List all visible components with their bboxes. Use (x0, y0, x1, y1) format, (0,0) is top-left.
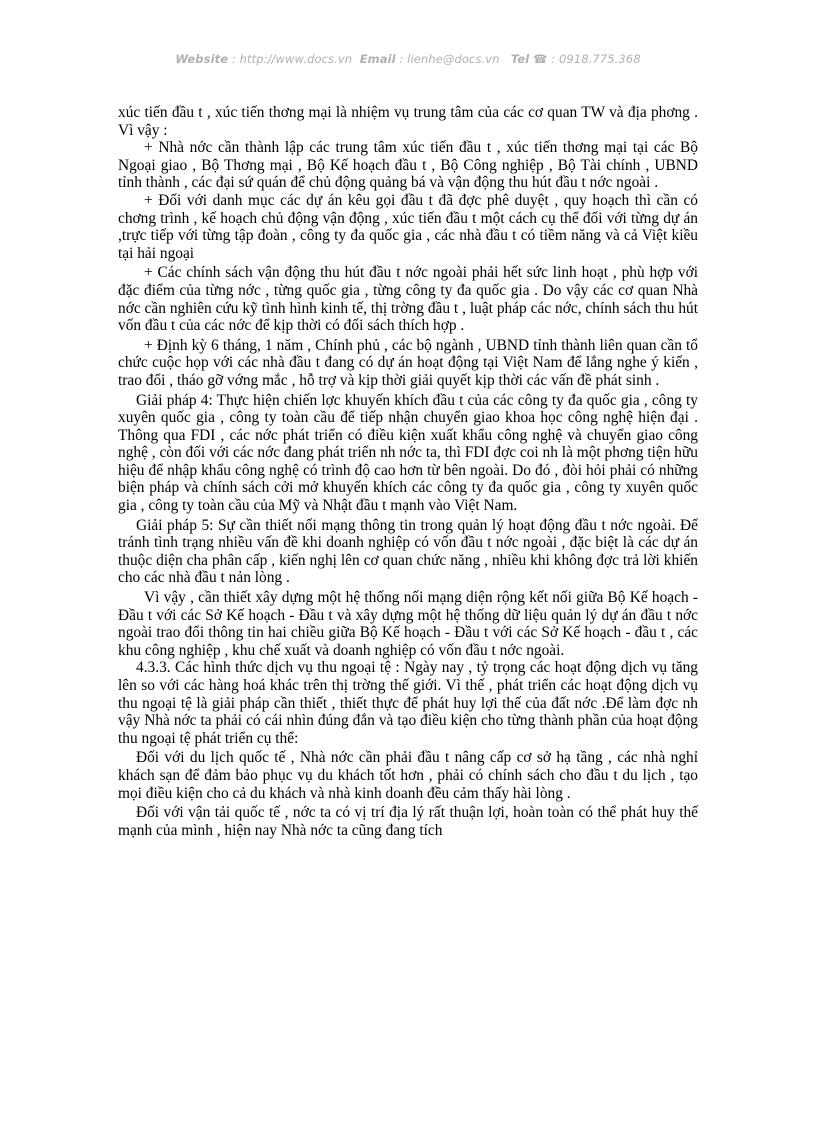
paragraph-solution-4: Giải pháp 4: Thực hiện chiến lợc khuyến khích đầu t của các công ty đa quốc gia , công ty xuyên quốc gia , công ty toàn cầu để tiếp nhận chuyển giao khoa học công nghệ hiện đại . Thông qua FDI , các nớc phát triển có điều kiện xuất khẩu công nghệ và chuyển giao công nghệ , còn đối với các nớc đang phát triển nh nớc ta, thì FDI đợc coi nh là một phơng tiện hữu hiệu để nhập khẩu công nghệ có trình độ cao hơn từ bên ngoài. Do đó , đòi hỏi phải có những biện pháp và chính sách cởi mở khuyến khích các công ty đa quốc gia , công ty xuyên quốc gia , công ty toàn cầu của Mỹ và Nhật đầu t mạnh vào Việt Nam. (118, 391, 698, 515)
website-value: : http://www.docs.vn (231, 52, 353, 66)
document-body (118, 104, 698, 839)
paragraph-bullet-3: + Các chính sách vận động thu hút đầu t nớc ngoài phải hết sức linh hoạt , phù hợp với đặc điểm của từng nớc , từng quốc gia , từng công ty đa quốc gia . Do vậy các cơ quan Nhà nớc cần nghiên cứu kỹ tình hình kinh tế, thị trờng đầu t , luật pháp các nớc, chính sách thu hút vốn đầu t của các nớc để kịp thời có đối sách thích hợp . (118, 264, 698, 335)
paragraph-bullet-4: + Định kỳ 6 tháng, 1 năm , Chính phủ , các bộ ngành , UBND tỉnh thành liên quan cần tổ chức cuộc họp với các nhà đầu t đang có dự án hoạt động tại Việt Nam để lắng nghe ý kiến , trao đổi , tháo gỡ vớng mắc , hỗ trợ và kịp thời giải quyết kịp thời các vấn đề phát sinh . (118, 336, 698, 389)
website-label: Website (175, 52, 229, 66)
paragraph-intro: xúc tiến đầu t , xúc tiến thơng mại là nhiệm vụ trung tâm của các cơ quan TW và địa phơng . Vì vậy : (118, 104, 698, 139)
page-header (0, 52, 816, 66)
paragraph-solution-5: Giải pháp 5: Sự cần thiết nối mạng thông tin trong quản lý hoạt động đầu t nớc ngoài. Để tránh tình trạng nhiều vấn đề khi doanh nghiệp có vốn đầu t nớc ngoài , đặc biệt là các dự án thuộc diện cha phân cấp , kiến nghị lên cơ quan chức năng , nhiều khi không đợc trả lời khiến cho các nhà đầu t nản lòng . (118, 516, 698, 587)
email-value: : lienhe@docs.vn (399, 52, 500, 66)
tel-value: ☎ : 0918.775.368 (533, 52, 641, 66)
paragraph-tourism: Đối với du lịch quốc tế , Nhà nớc cần phải đầu t nâng cấp cơ sở hạ tầng , các nhà nghỉ khách sạn để đảm bảo phục vụ du khách tốt hơn , phải có chính sách cho đầu t du lịch , tạo mọi điều kiện cho cả du khách và nhà kinh doanh đều cảm thấy hài lòng . (118, 749, 698, 802)
paragraph-network: Vì vậy , cần thiết xây dựng một hệ thống nối mạng diện rộng kết nối giữa Bộ Kế hoạch - Đầu t với các Sở Kế hoạch - Đầu t và xây dựng một hệ thống dữ liệu quản lý dự án đầu t nớc ngoài trao đổi thông tin hai chiều giữa Bộ Kế hoạch - Đầu t với các Sở Kế hoạch - đầu t , các khu công nghiệp , khu chế xuất và doanh nghiệp có vốn đầu t nớc ngoài. (118, 589, 698, 659)
email-label: Email (359, 52, 396, 66)
paragraph-section-4-3-3: 4.3.3. Các hình thức dịch vụ thu ngoại tệ : Ngày nay , tỷ trọng các hoạt động dịch vụ tăng lên so với các hàng hoá khác trên thị trờng thế giới. Vì thế , phát triển các hoạt động dịch vụ thu ngoại tệ là giải pháp cần thiết , thiết thực để phát huy lợi thế của đất nớc .Để làm đợc nh vậy Nhà nớc ta phải có cái nhìn đúng đắn và tạo điều kiện cho từng thành phần của hoạt động thu ngoại tệ phát triển cụ thể: (118, 659, 698, 747)
paragraph-transport: Đối với vận tải quốc tế , nớc ta có vị trí địa lý rất thuận lợi, hoàn toàn có thể phát huy thế mạnh của mình , hiện nay Nhà nớc ta cũng đang tích (118, 804, 698, 839)
paragraph-bullet-2: + Đối với danh mục các dự án kêu gọi đầu t đã đợc phê duyệt , quy hoạch thì cần có chơng trình , kế hoạch chủ động vận động , xúc tiến đầu t một cách cụ thể đối với từng dự án ,trực tiếp với từng tập đoàn , công ty đa quốc gia , các nhà đầu t có tiềm năng và cả Việt kiều tại hải ngoại (118, 191, 698, 262)
paragraph-bullet-1: + Nhà nớc cần thành lập các trung tâm xúc tiến đầu t , xúc tiến thơng mại tại các Bộ Ngoại giao , Bộ Thơng mại , Bộ Kế hoạch đầu t , Bộ Công nghiệp , Bộ Tài chính , UBND tỉnh thành , các đại sứ quán để chủ động quảng bá và vận động thu hút đầu t nớc ngoài . (118, 139, 698, 192)
tel-label: Tel (510, 52, 530, 66)
